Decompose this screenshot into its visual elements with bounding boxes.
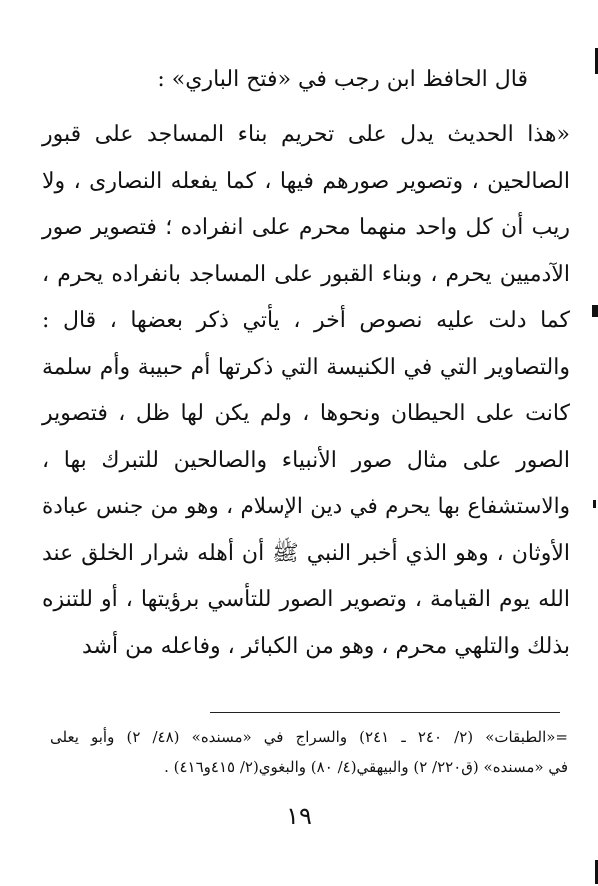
text-line: والتصاوير التي في الكنيسة التي ذكرتها أم حبيبة وأم سلمة (42, 354, 570, 380)
text-line: الأوثان ، وهو الذي أخبر النبي ﷺ أن أهله شرار الخلق عند (42, 540, 570, 566)
text-line: الصالحين ، وتصوير صورهم فيها ، كما يفعله النصارى ، ولا (42, 168, 570, 194)
footnote-line: في «مسنده» (ق٢٢٠/ ٢) والبيهقي(٤/ ٨٠) والبغوي(٢/ ٤١٥و٤١٦) . (164, 758, 568, 776)
scan-edge-mark (592, 305, 598, 317)
text-line: كما دلت عليه نصوص أخر ، يأتي ذكر بعضها ، قال : (42, 308, 570, 333)
footnote-separator (210, 712, 560, 713)
scan-edge-mark (593, 500, 596, 508)
section-heading: قال الحافظ ابن رجب في «فتح الباري» : (157, 67, 528, 92)
text-line: «هذا الحديث يدل على تحريم بناء المساجد على قبور (42, 122, 570, 147)
text-line: كانت على الحيطان ونحوها ، ولم يكن لها ظل ، فتصوير (42, 401, 570, 426)
text-line: والاستشفاع بها يحرم في دين الإسلام ، وهو من جنس عبادة (42, 494, 570, 519)
footnote-line: =«الطبقات» (٢/ ٢٤٠ ـ ٢٤١) والسراج في «مسنده» (٤٨/ ٢) وأبو يعلى (50, 728, 569, 746)
page-number: ١٩ (286, 802, 312, 830)
text-line: الصور على مثال صور الأنبياء والصالحين للتبرك بها ، (42, 447, 570, 473)
text-line: الله يوم القيامة ، وتصوير الصور للتأسي برؤيتها ، أو للتنزه (42, 587, 570, 612)
text-line: الآدميين يحرم ، وبناء القبور على المساجد بانفراده يحرم ، (42, 261, 570, 287)
text-line: ريب أن كل واحد منهما محرم على انفراده ؛ فتصوير صور (42, 215, 570, 240)
text-line: بذلك والتلهي محرم ، وهو من الكبائر ، وفاعله من أشد (82, 633, 570, 659)
main-text (42, 112, 570, 670)
footnotes (50, 722, 568, 782)
